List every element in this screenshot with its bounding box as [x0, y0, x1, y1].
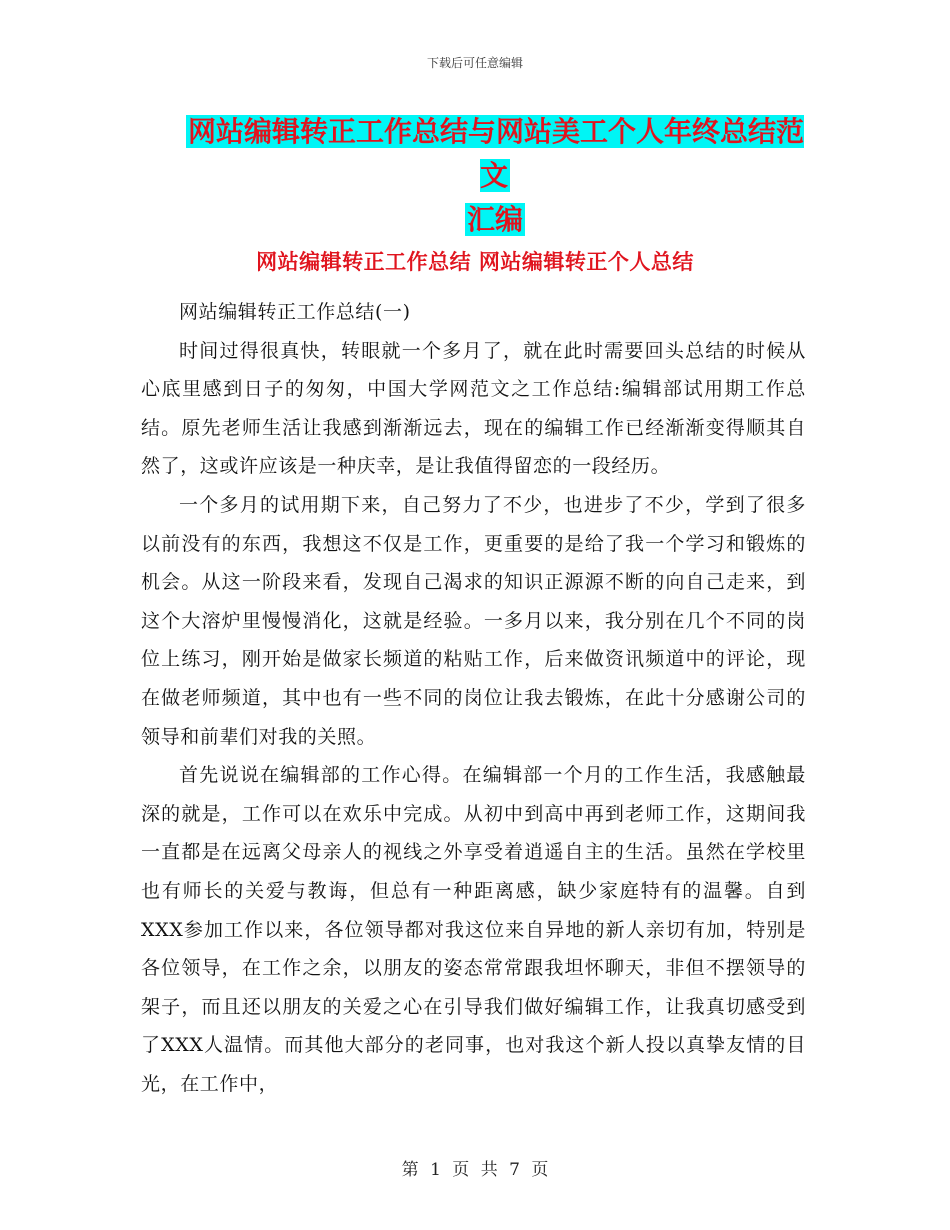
- paragraph: 网站编辑转正工作总结(一): [179, 301, 411, 323]
- paragraph: 一个多月的试用期下来，自己努力了不少，也进步了不少，学到了很多以前没有的东西，我想这不仅是工作，更重要的是给了我一个学习和锻炼的机会。从这一阶段来看，发现自己渴求的知识正源源不断的向自己走来，到这个大溶炉里慢慢消化，这就是经验。一多月以来，我分别在几个不同的岗位上练习，刚开始是做家长频道的粘贴工作，后来做资讯频道中的评论，现在做老师频道，其中也有一些不同的岗位让我去锻炼，在此十分感谢公司的领导和前辈们对我的关照。: [141, 493, 806, 748]
- paragraph: 首先说说在编辑部的工作心得。在编辑部一个月的工作生活，我感触最深的就是，工作可以在欢乐中完成。从初中到高中再到老师工作，这期间我一直都是在远离父母亲人的视线之外享受着逍遥自主的生活。虽然在学校里也有师长的关爱与教诲，但总有一种距离感，缺少家庭特有的温馨。自到XXX参加工作以来，各位领导都对我这位来自异地的新人亲切有加，特别是各位领导，在工作之余，以朋友的姿态常常跟我坦怀聊天，非但不摆领导的架子，而且还以朋友的关爱之心在引导我们做好编辑工作，让我真切感受到了XXX人温情。而其他大部分的老同事，也对我这个新人投以真挚友情的目光，在工作中，: [141, 764, 806, 1095]
- body-text: [141, 293, 806, 1103]
- title-line-2: 汇编: [466, 203, 523, 236]
- document-title: [180, 110, 810, 242]
- header-note: 下载后可任意编辑: [426, 56, 523, 70]
- title-line-1: 网站编辑转正工作总结与网站美工个人年终总结范文: [187, 115, 804, 192]
- section-title: 网站编辑转正工作总结 网站编辑转正个人总结: [256, 250, 694, 274]
- paragraph: 时间过得很真快，转眼就一个多月了，就在此时需要回头总结的时候从心底里感到日子的匆匆，中国大学网范文之工作总结:编辑部试用期工作总结。原先老师生活让我感到渐渐远去，现在的编辑工作已经渐渐变得顺其自然了，这或许应该是一种庆幸，是让我值得留恋的一段经历。: [141, 339, 806, 478]
- page-footer: 第 1 页 共 7 页: [401, 1160, 549, 1180]
